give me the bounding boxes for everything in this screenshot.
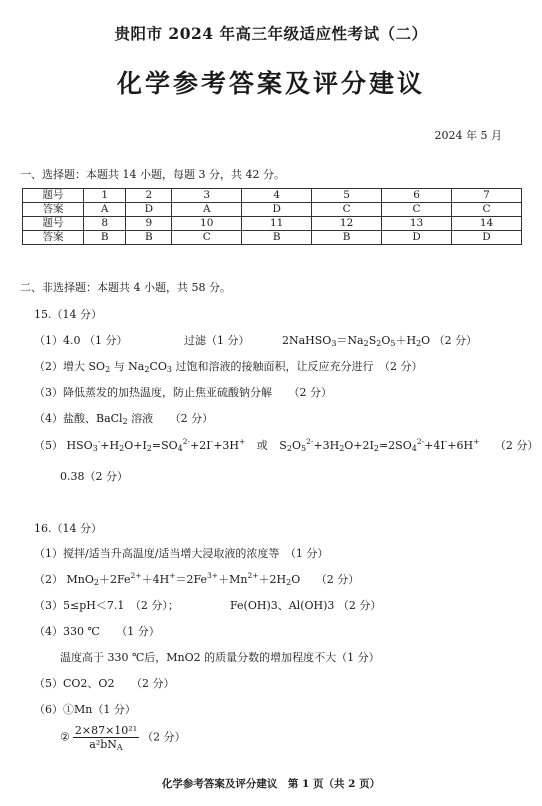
answer-table-cell: B [242,231,312,245]
answer-table-cell: 1 [84,189,126,203]
answer-table-cell: 5 [312,189,382,203]
page-footer: 化学参考答案及评分建议 第 1 页（共 2 页） [161,778,381,790]
answer-table-cell: 6 [382,189,452,203]
answer-table-row [23,231,522,245]
answer-table-cell: D [126,203,172,217]
answer-table-cell: 8 [84,217,126,231]
answer-table-cell: D [452,231,522,245]
answer-table [22,188,522,245]
q16-number: 16.（14 分） [34,522,102,535]
q15-part2: （2）增大 $SO_2$ 与 $Na_2CO_3$ 过饱和溶液的接触面积，让反应充分进行 （2 分） [34,360,423,374]
q16-part2: （2） $MnO_2+2Fe^{2+}+4H^+=2Fe^{3+}+Mn^{2+}+2H_2O$ （2 分） [34,571,360,587]
answer-table-cell: B [312,231,382,245]
q16-part3-b: Fe(OH)3、Al(OH)3 （2 分） [230,599,382,612]
answer-table-cell: C [382,203,452,217]
answer-table-row [23,203,522,217]
q15-part5: （5） $HSO_3^-+H_2O+I_2=SO_4^{2-}+2I^-+3H^+$ 或 $S_2O_5^{2-}+3H_2O+2I_2=2SO_4^{2-}+4I^-+6H^+$ （2 分） [34,437,539,453]
answer-table-cell: 11 [242,217,312,231]
answer-table-cell: B [126,231,172,245]
q16-part1: （1）搅拌/适当升高温度/适当增大浸取液的浓度等 （1 分） [34,547,329,560]
q15-part5-equation-1: $HSO_3^-+H_2O+I_2=SO_4^{2-}+2I^-+3H^+$ [66,437,246,453]
q16-part3-a: （3）5≤pH＜7.1 （2 分）； [34,599,179,612]
answer-table-cell: A [172,203,242,217]
q15-part1-equation: $2NaHSO_3=Na_2S_2O_5+H_2O$ （2 分） [282,334,478,348]
q15-number: 15.（14 分） [34,308,102,321]
answer-table-cell: A [84,203,126,217]
answer-table-cell: 题号 [23,189,84,203]
document-date: 2024 年 5 月 [434,129,502,142]
q15-part1-b: 过滤（1 分） [184,334,250,347]
q16-part2-equation: $MnO_2+2Fe^{2+}+4H^+=2Fe^{3+}+Mn^{2+}+2H_2O$ [66,571,301,587]
answer-table-cell: 4 [242,189,312,203]
answer-table-cell: 3 [172,189,242,203]
answer-table-cell: 2 [126,189,172,203]
answer-table-cell: 9 [126,217,172,231]
answer-table-cell: 12 [312,217,382,231]
q16-part6-b: ② $\frac{\text{2×87×10²¹}}{a^2bN_A}$ （2 分） [60,724,186,752]
section1-heading: 一、选择题：本题共 14 小题，每题 3 分，共 42 分。 [20,168,285,181]
answer-table-row [23,217,522,231]
answer-table-cell: 题号 [23,217,84,231]
answer-table-cell: C [452,203,522,217]
q15-part3: （3）降低蒸发的加热温度，防止焦亚硫酸钠分解 （2 分） [34,386,332,399]
q15-part5-equation-2: $S_2O_5^{2-}+3H_2O+2I_2=2SO_4^{2-}+4I^-+6H^+$ [279,437,480,453]
answer-table-cell: 7 [452,189,522,203]
answer-table-cell: 14 [452,217,522,231]
answer-table-cell: 13 [382,217,452,231]
exam-title: 贵阳市 2024 年高三年级适应性考试（二） [114,24,428,43]
answer-table-cell: 10 [172,217,242,231]
q16-part5: （5）CO2、O2 （2 分） [34,677,175,690]
answer-table-cell: 答案 [23,231,84,245]
answer-table-cell: D [382,231,452,245]
q15-part4: （4）盐酸、BaCl$_2$ 溶液 （2 分） [34,412,214,426]
q16-part6-fraction: $\frac{\text{2×87×10²¹}}{a^2bN_A}$ [74,724,138,752]
answer-table-cell: C [312,203,382,217]
q16-part4-a: （4）330 ℃ （1 分） [34,625,160,638]
section2-heading: 二、非选择题：本题共 4 小题，共 58 分。 [20,281,231,294]
answer-table-cell: D [242,203,312,217]
answer-table-cell: C [172,231,242,245]
q16-part6-a: （6）①Mn（1 分） [34,703,136,716]
answer-table-cell: 答案 [23,203,84,217]
q15-part1-a: （1）4.0 （1 分） [34,334,128,347]
answer-table-cell: B [84,231,126,245]
q16-part4-b: 温度高于 330 ℃后，MnO2 的质量分数的增加程度不大（1 分） [60,651,380,664]
document-title: 化学参考答案及评分建议 [116,69,425,98]
q15-part5-b: 0.38（2 分） [60,470,128,483]
answer-table-row [23,189,522,203]
